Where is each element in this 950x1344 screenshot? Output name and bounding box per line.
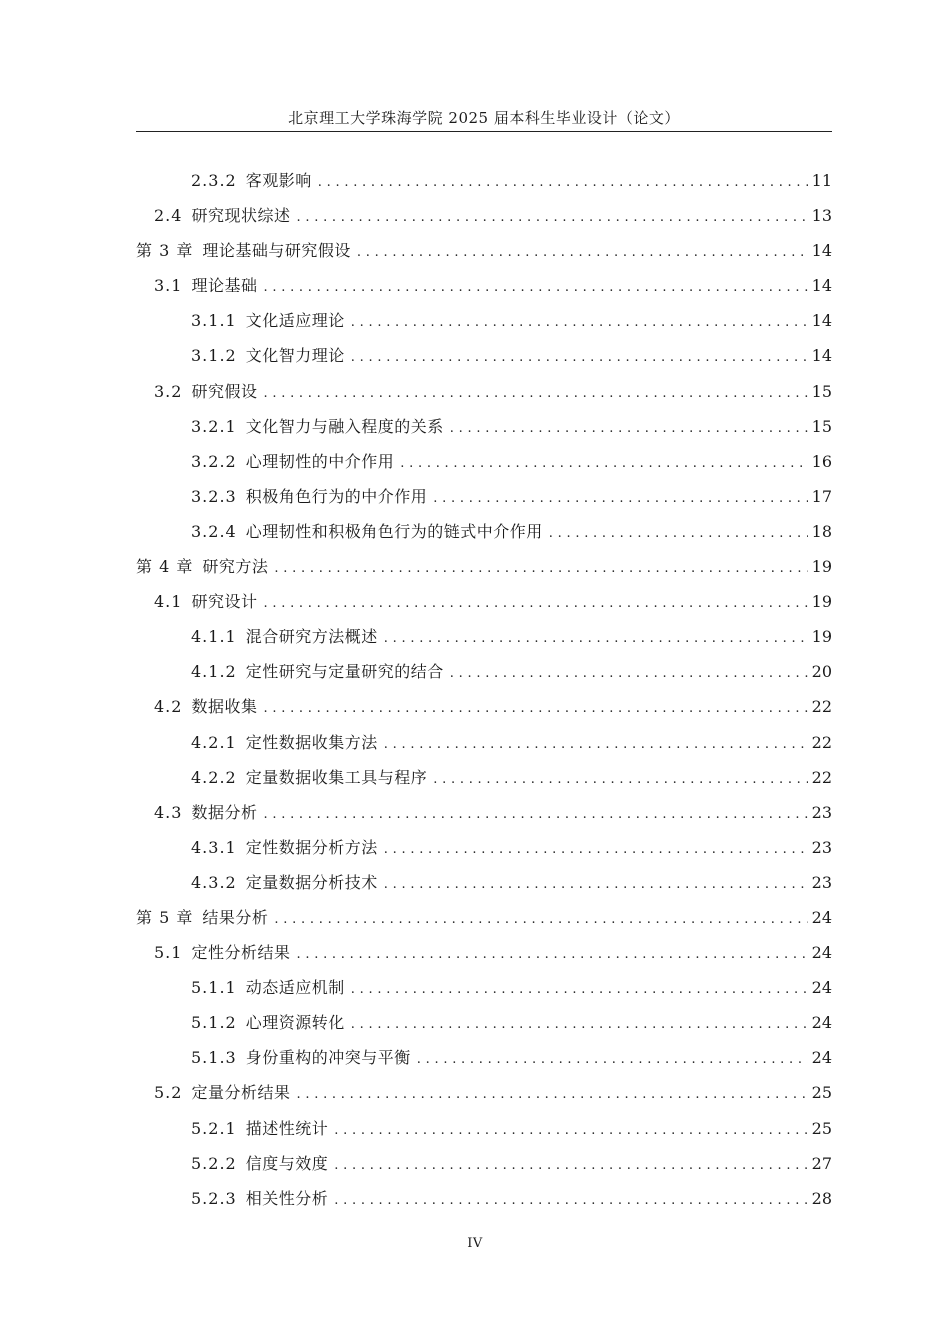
toc-entry-page: 19 (811, 557, 832, 577)
toc-entry-number: 3.2 (154, 381, 183, 401)
toc-entry-number: 第 4 章 (136, 557, 194, 577)
toc-entry[interactable] (136, 870, 832, 905)
toc-entry-number: 5.2.1 (191, 1118, 237, 1138)
toc-entry-page: 19 (811, 627, 832, 647)
toc-entry-page: 16 (811, 451, 832, 471)
toc-entry[interactable] (136, 1151, 832, 1186)
toc-entry-page: 25 (811, 1118, 832, 1138)
toc-entry-title: 研究方法 (202, 557, 269, 577)
toc-entry[interactable] (136, 800, 832, 835)
toc-entry-title: 理论基础与研究假设 (202, 241, 351, 261)
toc-entry[interactable] (136, 168, 832, 203)
toc-entry-number: 3.2.1 (191, 416, 237, 436)
toc-entry-title: 研究设计 (191, 592, 258, 612)
toc-entry-title: 结果分析 (202, 907, 269, 927)
toc-entry-page: 11 (811, 171, 832, 190)
toc-entry[interactable] (136, 589, 832, 624)
toc-dot-leader (384, 732, 808, 758)
toc-entry[interactable] (136, 1186, 832, 1221)
toc-entry-page: 28 (811, 1188, 832, 1208)
toc-entry-number: 3.2.2 (191, 451, 237, 471)
toc-entry-page: 15 (811, 416, 832, 436)
toc-entry[interactable] (136, 940, 832, 975)
toc-dot-leader (351, 977, 808, 1003)
toc-dot-leader (296, 942, 807, 968)
toc-dot-leader (400, 451, 807, 477)
toc-entry-page: 25 (811, 1083, 832, 1103)
toc-entry-page: 15 (811, 381, 832, 401)
toc-entry[interactable] (136, 694, 832, 729)
toc-entry-page: 24 (811, 943, 832, 963)
toc-entry[interactable] (136, 730, 832, 765)
toc-entry[interactable] (136, 414, 832, 449)
toc-entry-title: 信度与效度 (245, 1153, 329, 1173)
toc-entry-number: 4.3.1 (191, 837, 237, 857)
toc-entry-page: 22 (811, 767, 832, 787)
toc-entry-title: 定量数据收集工具与程序 (245, 767, 428, 787)
toc-dot-leader (384, 872, 808, 898)
toc-dot-leader (351, 310, 808, 336)
toc-entry-title: 定量分析结果 (191, 1083, 291, 1103)
toc-dot-leader (334, 1153, 807, 1179)
toc-dot-leader (263, 381, 807, 407)
toc-entry[interactable] (136, 554, 832, 589)
toc-entry-title: 定性分析结果 (191, 943, 291, 963)
toc-entry-title: 相关性分析 (245, 1188, 329, 1208)
toc-entry-page: 14 (811, 346, 832, 366)
toc-dot-leader (274, 907, 807, 933)
toc-entry-page: 13 (811, 206, 832, 226)
toc-entry[interactable] (136, 519, 832, 554)
toc-entry-page: 23 (811, 802, 832, 822)
toc-entry-page: 24 (811, 1013, 832, 1033)
toc-dot-leader (450, 661, 808, 687)
toc-entry-title: 理论基础 (191, 276, 258, 296)
toc-entry-page: 23 (811, 872, 832, 892)
toc-entry[interactable] (136, 343, 832, 378)
toc-entry-number: 4.1.2 (191, 662, 237, 682)
toc-entry-page: 14 (811, 241, 832, 261)
toc-entry[interactable] (136, 1010, 832, 1045)
toc-entry-number: 2.3.2 (191, 171, 237, 190)
toc-entry-title: 数据收集 (191, 697, 258, 717)
toc-entry-number: 4.2.2 (191, 767, 237, 787)
toc-entry-page: 19 (811, 592, 832, 612)
toc-dot-leader (417, 1047, 808, 1073)
page-number: IV (467, 1236, 483, 1251)
toc-dot-leader (351, 1012, 808, 1038)
toc-entry-title: 文化智力与融入程度的关系 (245, 416, 444, 436)
toc-dot-leader (357, 240, 808, 266)
toc-entry-number: 3.2.3 (191, 486, 237, 506)
toc-entry-page: 14 (811, 311, 832, 331)
toc-entry-number: 4.3 (154, 802, 183, 822)
toc-entry[interactable] (136, 484, 832, 519)
toc-dot-leader (384, 837, 808, 863)
toc-entry-number: 5.2.2 (191, 1153, 237, 1173)
page-header: 北京理工大学珠海学院 2025 届本科生毕业设计（论文） (288, 109, 680, 127)
toc-entry-number: 3.1.2 (191, 346, 237, 366)
toc-dot-leader (384, 626, 808, 652)
toc-entry-title: 研究现状综述 (191, 206, 291, 226)
toc-entry-title: 文化适应理论 (245, 311, 345, 331)
toc-entry-number: 第 5 章 (136, 907, 194, 927)
toc-entry-title: 描述性统计 (245, 1118, 329, 1138)
toc-entry-title: 心理资源转化 (245, 1013, 345, 1033)
toc-entry[interactable] (136, 238, 832, 273)
toc-entry[interactable] (136, 273, 832, 308)
toc-entry-title: 定性研究与定量研究的结合 (245, 662, 444, 682)
toc-entry-title: 心理韧性和积极角色行为的链式中介作用 (245, 521, 543, 541)
toc-entry-number: 5.1 (154, 943, 183, 963)
toc-entry[interactable] (136, 905, 832, 940)
toc-entry-title: 混合研究方法概述 (245, 627, 378, 647)
toc-entry[interactable] (136, 765, 832, 800)
toc-entry-page: 24 (811, 907, 832, 927)
toc-entry-title: 定性数据分析方法 (245, 837, 378, 857)
toc-entry-page: 24 (811, 1048, 832, 1068)
toc-dot-leader (263, 802, 807, 828)
toc-dot-leader (351, 345, 808, 371)
toc-entry[interactable] (136, 835, 832, 870)
toc-entry-number: 3.1 (154, 276, 183, 296)
header-divider (136, 131, 832, 132)
table-of-contents (136, 168, 832, 1221)
toc-entry-page: 14 (811, 276, 832, 296)
toc-dot-leader (274, 556, 807, 582)
toc-entry[interactable] (136, 308, 832, 343)
toc-entry[interactable] (136, 1045, 832, 1080)
toc-dot-leader (433, 767, 807, 793)
toc-dot-leader (263, 591, 807, 617)
toc-dot-leader (450, 416, 808, 442)
toc-dot-leader (296, 1082, 807, 1108)
toc-entry-number: 4.1.1 (191, 627, 237, 647)
toc-entry[interactable] (136, 659, 832, 694)
toc-entry-number: 5.1.3 (191, 1048, 237, 1068)
toc-dot-leader (334, 1188, 807, 1214)
toc-entry-number: 4.2 (154, 697, 183, 717)
toc-entry-number: 5.2.3 (191, 1188, 237, 1208)
toc-entry-number: 2.4 (154, 206, 183, 226)
toc-entry-number: 第 3 章 (136, 241, 194, 261)
toc-entry[interactable] (136, 203, 832, 238)
toc-entry-page: 24 (811, 978, 832, 998)
toc-entry-page: 18 (811, 521, 832, 541)
toc-entry[interactable] (136, 975, 832, 1010)
toc-entry-title: 积极角色行为的中介作用 (245, 486, 428, 506)
toc-entry-number: 3.1.1 (191, 311, 237, 331)
toc-entry-page: 22 (811, 732, 832, 752)
toc-entry[interactable] (136, 1116, 832, 1151)
toc-entry-page: 17 (811, 486, 832, 506)
toc-entry[interactable] (136, 449, 832, 484)
toc-entry-number: 5.2 (154, 1083, 183, 1103)
toc-entry-number: 5.1.2 (191, 1013, 237, 1033)
toc-entry-page: 23 (811, 837, 832, 857)
toc-entry-title: 动态适应机制 (245, 978, 345, 998)
toc-dot-leader (318, 170, 808, 196)
toc-entry-number: 5.1.1 (191, 978, 237, 998)
toc-entry-title: 客观影响 (245, 171, 312, 190)
toc-entry-page: 20 (811, 662, 832, 682)
toc-entry-title: 定性数据收集方法 (245, 732, 378, 752)
toc-entry-number: 4.2.1 (191, 732, 237, 752)
toc-entry-title: 文化智力理论 (245, 346, 345, 366)
toc-entry-title: 身份重构的冲突与平衡 (245, 1048, 411, 1068)
toc-entry-title: 心理韧性的中介作用 (245, 451, 395, 471)
toc-entry[interactable] (136, 624, 832, 659)
toc-entry-page: 27 (811, 1153, 832, 1173)
toc-dot-leader (296, 205, 807, 231)
toc-dot-leader (334, 1118, 807, 1144)
toc-dot-leader (433, 486, 807, 512)
toc-entry[interactable] (136, 379, 832, 414)
toc-entry-number: 4.3.2 (191, 872, 237, 892)
toc-entry-title: 定量数据分析技术 (245, 872, 378, 892)
toc-entry[interactable] (136, 1080, 832, 1115)
toc-entry-page: 22 (811, 697, 832, 717)
toc-entry-title: 研究假设 (191, 381, 258, 401)
toc-dot-leader (549, 521, 808, 547)
toc-entry-number: 3.2.4 (191, 521, 237, 541)
toc-entry-title: 数据分析 (191, 802, 258, 822)
toc-entry-number: 4.1 (154, 592, 183, 612)
toc-dot-leader (263, 275, 807, 301)
toc-dot-leader (263, 696, 807, 722)
